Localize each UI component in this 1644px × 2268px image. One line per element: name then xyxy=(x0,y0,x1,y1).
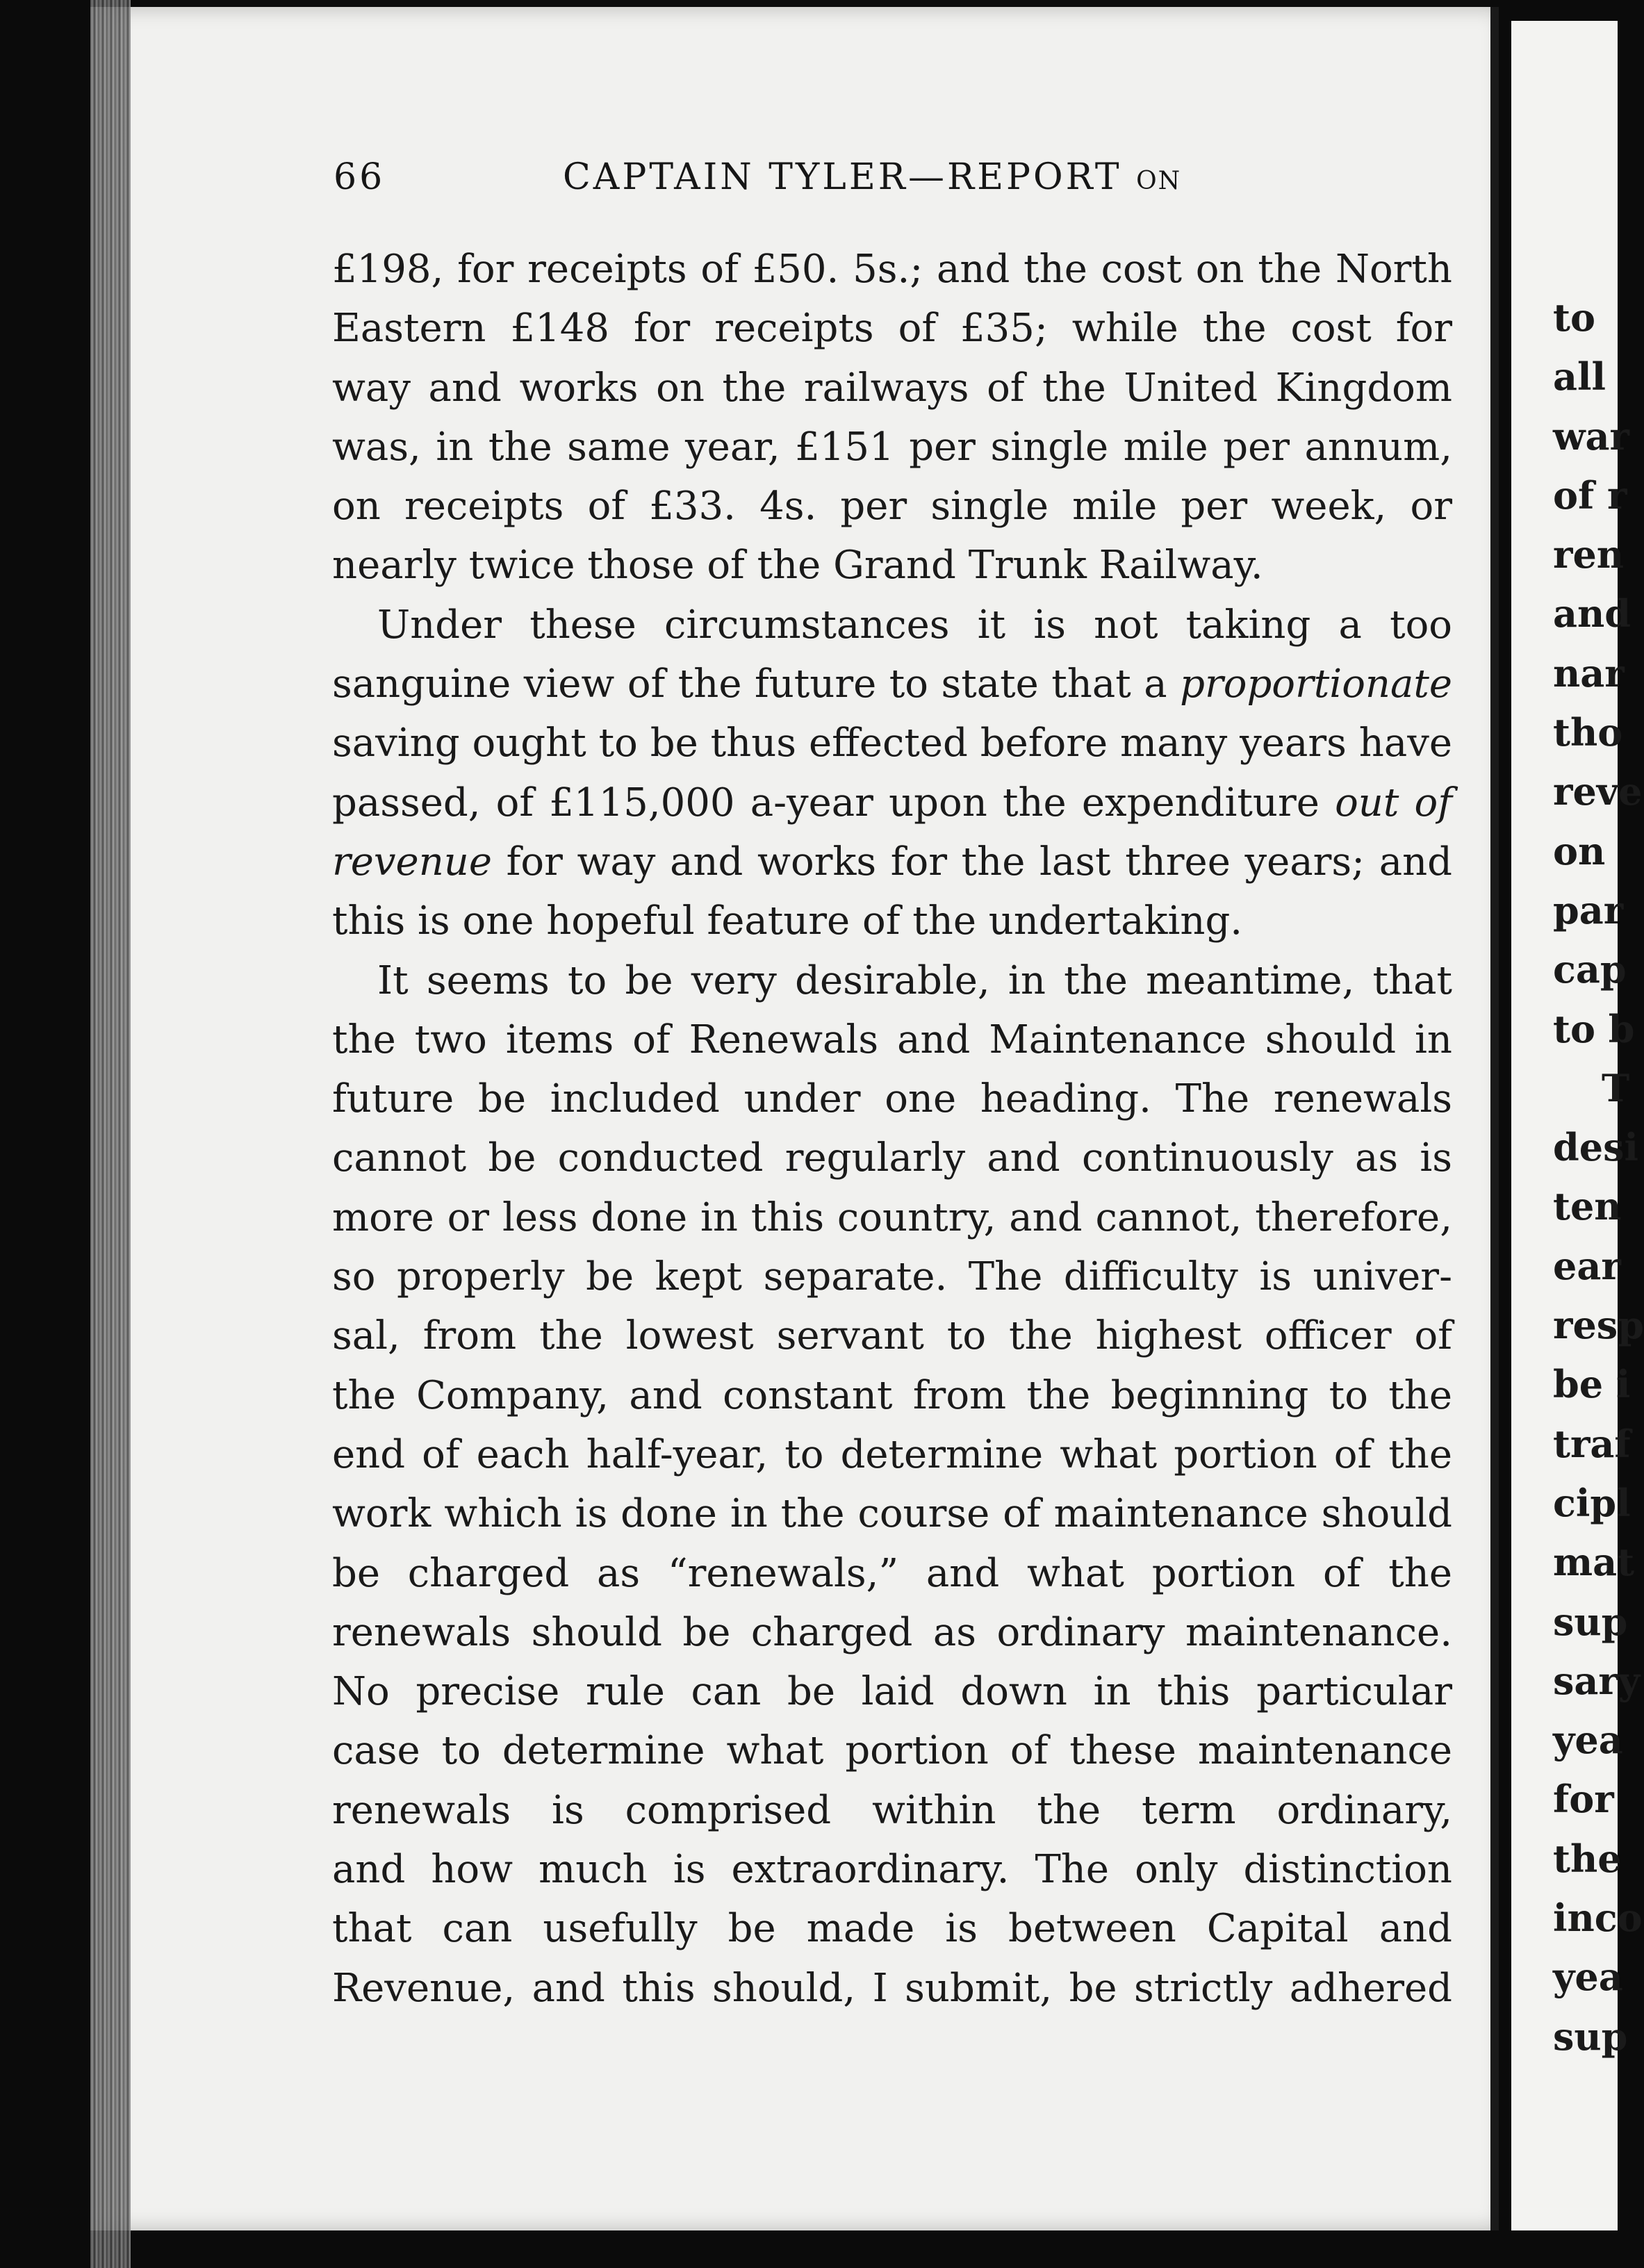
text-line: on xyxy=(1553,828,1606,873)
text-line: £198, for receipts of £50. 5s.; and the cost on the North xyxy=(332,247,1452,292)
text-line: to xyxy=(1553,295,1595,340)
text-line: renewals should be charged as ordinary maintenance. xyxy=(332,1609,1452,1655)
text-line: future be included under one heading. The renewals xyxy=(332,1076,1452,1122)
text-line: and how much is extraordinary. The only distinction xyxy=(332,1847,1452,1893)
text-line: No precise rule can be laid down in this particular xyxy=(332,1669,1452,1715)
text-line: It seems to be very desirable, in the meantime, that xyxy=(377,958,1452,1003)
text-line: of r xyxy=(1553,472,1627,518)
text-line: case to determine what portion of these maintenance xyxy=(332,1728,1452,1774)
text-line: saving ought to be thus effected before many years have xyxy=(332,721,1452,766)
text-line: work which is done in the course of maintenance should xyxy=(332,1491,1452,1537)
text-line: yea xyxy=(1553,1955,1623,2000)
text-line: mat xyxy=(1553,1540,1635,1585)
text-line: this is one hopeful feature of the undertaking. xyxy=(332,898,1243,944)
text-line: way and works on the railways of the United Kingdom xyxy=(332,365,1452,411)
text-line xyxy=(332,655,1452,714)
running-title: CAPTAIN TYLER—REPORT xyxy=(563,156,1122,198)
page-edges xyxy=(90,0,131,2268)
text-line: the Company, and constant from the beginning to the xyxy=(332,1372,1452,1418)
text-line: Revenue, and this should, I submit, be strictly adhered xyxy=(332,1965,1452,2011)
text-line: desi xyxy=(1553,1125,1639,1170)
text-line: so properly be kept separate. The difficulty is univer- xyxy=(332,1254,1452,1300)
text-line: Under these circumstances it is not taking a too xyxy=(377,602,1452,648)
text-line: traf xyxy=(1553,1421,1631,1466)
text-line: all xyxy=(1553,354,1606,400)
running-title-suffix: ON xyxy=(1136,167,1182,195)
text-line: cipl xyxy=(1553,1480,1631,1525)
text-line: that can usefully be made is between Capital and xyxy=(332,1906,1452,1952)
text-line: reve xyxy=(1553,769,1643,814)
text-line: sal, from the lowest servant to the highest officer of xyxy=(332,1313,1452,1359)
right-page-text xyxy=(1553,288,1644,2066)
text-line: sup xyxy=(1553,1599,1628,1644)
text-line: nearly twice those of the Grand Trunk Railway. xyxy=(332,543,1263,589)
text-line: more or less done in this country, and cannot, therefore, xyxy=(332,1194,1452,1240)
text-line: ten xyxy=(1553,1184,1622,1229)
text-line: war xyxy=(1553,413,1629,459)
text-line: end of each half-year, to determine what portion of the xyxy=(332,1431,1452,1477)
text-line xyxy=(332,773,1452,832)
text-line: cap xyxy=(1553,947,1627,992)
text-line: sary xyxy=(1553,1658,1641,1703)
text-fragment: for way and works for the last three years; and xyxy=(491,839,1452,885)
text-line xyxy=(332,832,1452,891)
running-head xyxy=(334,156,1445,198)
text-line: the two items of Renewals and Maintenance should in xyxy=(332,1017,1452,1062)
text-line: ear xyxy=(1553,1243,1621,1288)
page-number: 66 xyxy=(334,156,386,198)
text-line: sup xyxy=(1553,2014,1628,2059)
text-line: was, in the same year, £151 per single mile per annum, xyxy=(332,424,1452,470)
italic-word: out of xyxy=(1335,780,1453,825)
text-line: resp xyxy=(1553,1303,1644,1348)
italic-word: proportionate xyxy=(1180,662,1452,707)
text-line: inco xyxy=(1553,1896,1643,1941)
text-line: for xyxy=(1553,1777,1614,1822)
text-line: yea xyxy=(1553,1718,1623,1763)
text-line: par xyxy=(1553,887,1624,932)
text-line: be i xyxy=(1553,1362,1631,1407)
text-line: on receipts of £33. 4s. per single mile per week, or xyxy=(332,484,1452,529)
text-line: and xyxy=(1553,591,1631,636)
right-page-fragment xyxy=(1511,21,1644,2230)
page-body xyxy=(332,240,1452,2018)
text-line: cannot be conducted regularly and continuously as is xyxy=(332,1135,1452,1181)
text-line: Eastern £148 for receipts of £35; while the cost for xyxy=(332,306,1452,352)
text-line: be charged as “renewals,” and what portion of the xyxy=(332,1550,1452,1596)
italic-word: revenue xyxy=(332,839,492,885)
text-line: ren xyxy=(1553,532,1625,577)
text-line: to b xyxy=(1553,1006,1635,1051)
text-line: the xyxy=(1553,1836,1622,1881)
text-fragment: passed, of £115,000 a-year upon the expenditure xyxy=(332,780,1335,825)
text-line: tho xyxy=(1553,710,1623,755)
text-fragment: sanguine view of the future to state that a xyxy=(332,662,1181,707)
text-line: nar xyxy=(1553,650,1625,696)
text-line: T xyxy=(1602,1065,1630,1110)
text-line: renewals is comprised within the term ordinary, xyxy=(332,1787,1452,1833)
